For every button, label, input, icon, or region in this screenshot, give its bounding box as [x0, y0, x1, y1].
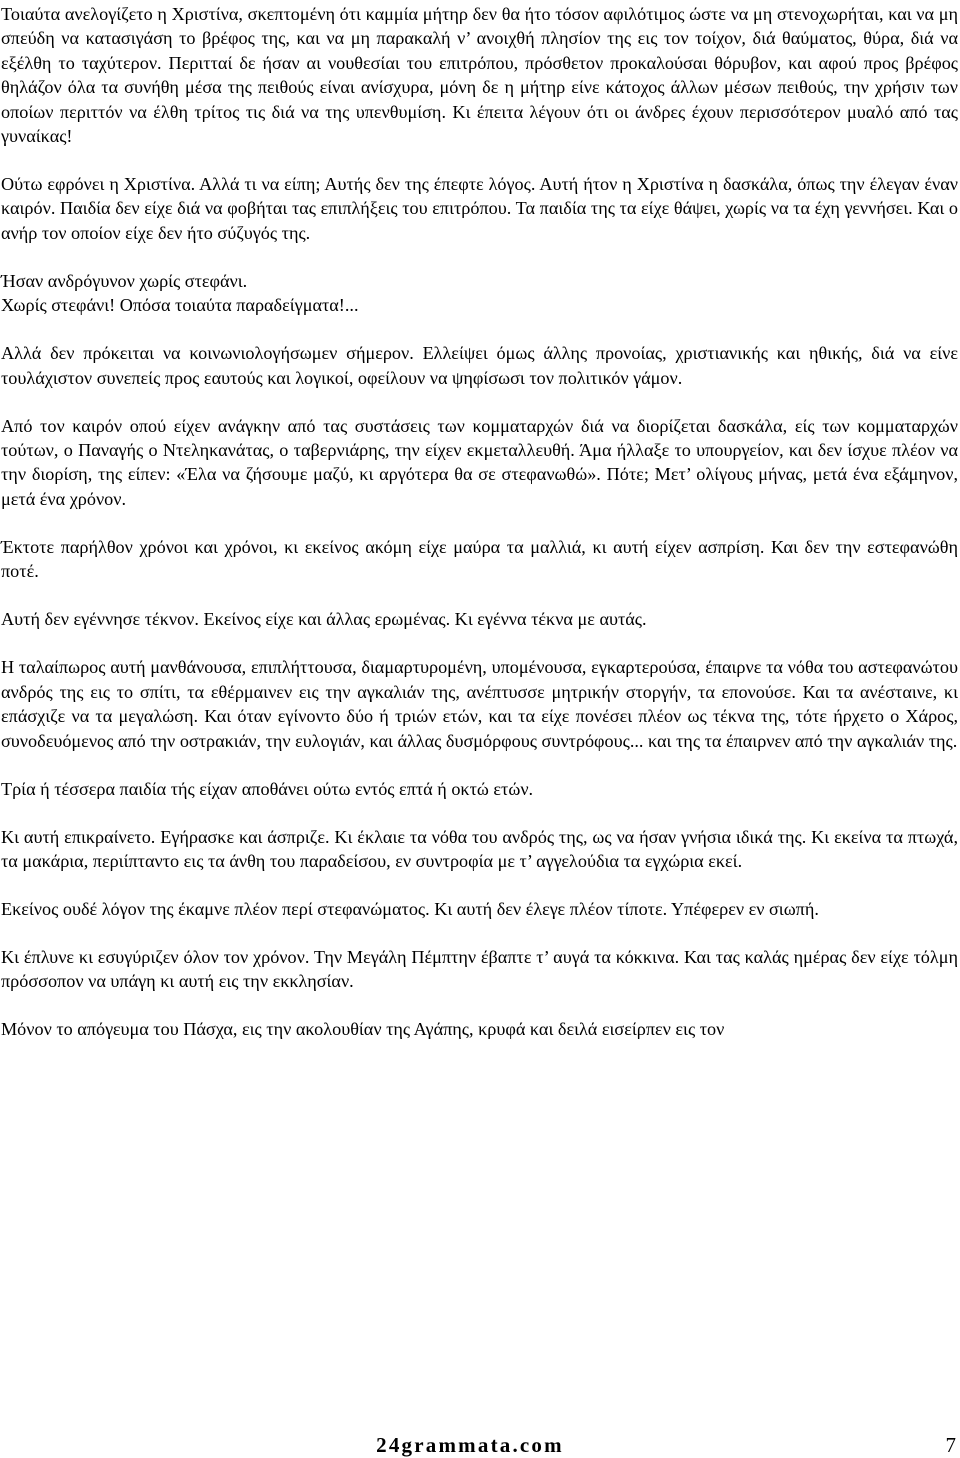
paragraph-8: Αυτή δεν εγέννησε τέκνον. Εκείνος είχε και άλλας ερωμένας. Κι εγέννα τέκνα με αυτάς. — [1, 609, 647, 630]
paragraph-12: Εκείνος ουδέ λόγον της έκαμνε πλέον περί στεφανώματος. Κι αυτή δεν έλεγε πλέον τίποτε. Υπέφερεν εν σιωπή. — [1, 898, 819, 919]
paragraph-2: Ούτω εφρόνει η Χριστίνα. Αλλά τι να είπη; Αυτής δεν της έπεφτε λόγος. Αυτή ήτον η Χριστίνα η δασκάλα, όπως την έλεγαν έναν καιρόν. Παιδία δεν είχε διά να φοβήται τας επιπλήξεις του επιτρόπου. Τα παιδία της τα είχε θάψει, χωρίς να τα έχη γεννήσει. Και ο ανήρ τον οποίον είχε δεν ήτο σύζυγός της. — [1, 174, 958, 243]
paragraph-7: Έκτοτε παρήλθον χρόνοι και χρόνοι, κι εκείνος ακόμη είχε μαύρα τα μαλλιά, κι αυτή είχεν ασπρίση. Και δεν την εστεφανώθη ποτέ. — [1, 536, 958, 582]
page-footer — [0, 1432, 960, 1458]
paragraph-1: Τοιαύτα ανελογίζετο η Χριστίνα, σκεπτομένη ότι καμμία μήτηρ δεν θα ήτο τόσον αφιλότιμος ώστε να μη στενοχωρήται, και να μη σπεύδη να κατασιγάση το βρέφος της, και να μη παρακαλή ν’ ανοιχθή πλησίον της εις τον τοίχον, διά θαύματος, θύρα, διά να εξέλθη το ταχύτερον. Περιτταί δε ήσαν αι νουθεσίαι του επιτρόπου, πρόσθετον προκαλούσαι θόρυβον, και αφού προς βρέφος θηλάζον όλα τα συνήθη μέσα της πειθούς είναι ανίσχυρα, μόνη δε η μήτηρ είνε κάτοχος άλλων μέσων πειθούς, την χρήσιν των οποίων περιττόν να έλθη τρίτος τις διά να της υπενθυμίση. Κι έπειτα λέγουν ότι οι άνδρες έχουν περισσότερον μυαλό από τας γυναίκας! — [1, 4, 958, 147]
paragraph-13: Κι έπλυνε κι εσυγύριζεν όλον τον χρόνον. Την Μεγάλη Πέμπτην έβαπτε τ’ αυγά τα κόκκινα. Και τας καλάς ημέρας δεν είχε τόλμη πρόσσοπον να υπάγη κι αυτή εις την εκκλησίαν. — [1, 946, 958, 992]
paragraph-3: Ήσαν ανδρόγυνον χωρίς στεφάνι. — [1, 270, 248, 291]
paragraph-10: Τρία ή τέσσερα παιδία τής είχαν αποθάνει ούτω εντός επτά ή οκτώ ετών. — [1, 778, 534, 799]
paragraph-11: Κι αυτή επικραίνετο. Εγήρασκε και άσπριζε. Κι έκλαιε τα νόθα του ανδρός της, ως να ήσαν γνήσια ιδικά της. Κι εκείνα τα πτωχά, τα μακάρια, περιίπταντο εις τα άνθη του παραδείσου, εν συντροφία με τ’ αγγελούδια τα εγχώρια εκεί. — [1, 826, 958, 871]
paragraph-14: Μόνον το απόγευμα του Πάσχα, εις την ακολουθίαν της Αγάπης, κρυφά και δειλά εισείρπεν εις τον — [1, 1019, 725, 1040]
paragraph-6: Από τον καιρόν οπού είχεν ανάγκην από τας συστάσεις των κομματαρχών διά να διορίζεται δασκάλα, είς των κομματαρχών τούτων, ο Παναγής ο Ντεληκανάτας, ο ταβερνιάρης, την είχεν εκμεταλλευθή. Άμα ήλλαξε το υπουργείον, και δεν ίσχυε πλέον να την διορίση, της είπεν: «Έλα να ζήσουμε μαζύ, κι αργότερα θα σε στεφανωθώ». Πότε; Μετ’ ολίγους μήνας, μετά ένα εξάμηνον, μετά ένα χρόνον. — [1, 415, 958, 509]
document-body — [1, 2, 958, 1042]
page-number: 7 — [945, 1433, 956, 1457]
paragraph-9: Η ταλαίπωρος αυτή μανθάνουσα, επιπλήττουσα, διαμαρτυρομένη, υπομένουσα, εγκαρτερούσα, έπαιρνε τα νόθα του αστεφανώτου ανδρός της εις το σπίτι, τα εθέρμαινεν εις την αγκαλιάν της, ανέπτυσσε μητρικήν στοργήν, τα επονούσε. Και τα ανέσταινε, κι επάσχιζε να τα μεγαλώση. Και όταν εγίνοντο δύο ή τριών ετών, και τα είχε πονέσει πλέον ως τέκνα της, τότε ήρχετο ο Χάρος, συνοδευόμενος από την οστρακιάν, την ευλογιάν, και άλλας δυσμόρφους συντρόφους... και της τα έπαιρνεν από την αγκαλιάν της. — [1, 657, 958, 751]
paragraph-5: Αλλά δεν πρόκειται να κοινωνιολογήσωμεν σήμερον. Ελλείψει όμως άλλης προνοίας, χριστιανικής και ηθικής, διά να είνε τουλάχιστον συνεπείς προς εαυτούς και λογικοί, οφείλουν να ψηφίσωσι τον πολιτικόν γάμον. — [1, 343, 958, 388]
footer-site-name: 24grammata.com — [376, 1433, 564, 1457]
paragraph-4: Χωρίς στεφάνι! Οπόσα τοιαύτα παραδείγματα!... — [1, 295, 359, 316]
